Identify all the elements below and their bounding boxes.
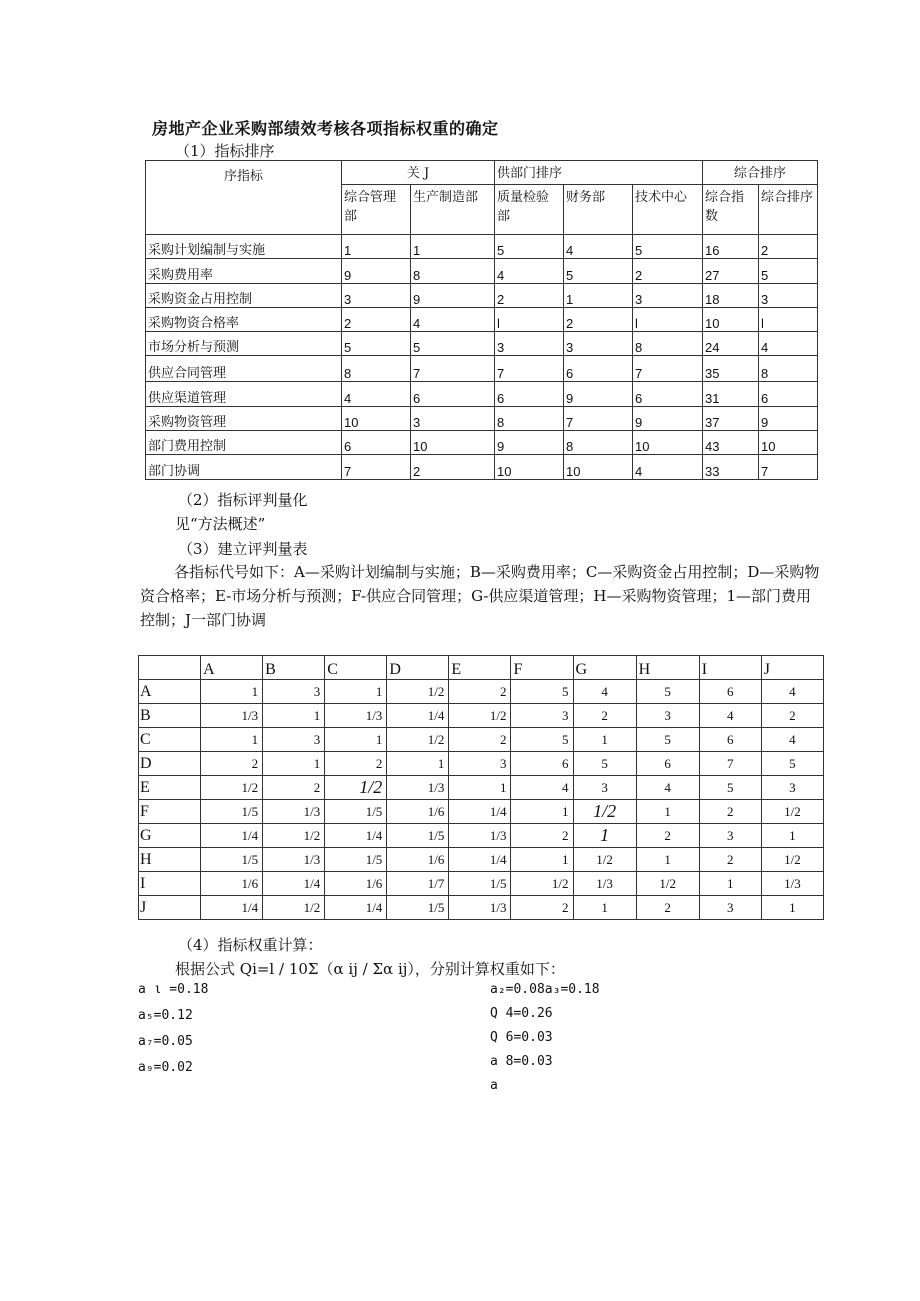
ranking-row	[146, 259, 818, 283]
ranking-cell: 9	[342, 259, 411, 283]
ranking-cell: 1	[564, 283, 633, 307]
matrix-col-header: H	[636, 656, 699, 680]
matrix-cell: 2	[699, 848, 761, 872]
matrix-cell: 5	[573, 752, 636, 776]
ranking-cell: 6	[495, 382, 564, 406]
matrix-cell: 1	[449, 776, 511, 800]
matrix-cell: 4	[636, 776, 699, 800]
ranking-cell: 10	[411, 431, 495, 455]
ranking-row-label: 部门费用控制	[146, 431, 342, 455]
ranking-row-label: 采购物资管理	[146, 406, 342, 430]
matrix-cell: 3	[263, 728, 325, 752]
matrix-cell: 1/4	[449, 848, 511, 872]
ranking-cell: 10	[759, 431, 818, 455]
matrix-col-header: B	[263, 656, 325, 680]
section-4-heading: （4）指标权重计算：	[178, 936, 323, 954]
matrix-cell: 1/2	[387, 680, 449, 704]
matrix-col-header: J	[761, 656, 823, 680]
ranking-cell: 18	[703, 283, 759, 307]
col-header: 财务部	[564, 185, 633, 235]
matrix-cell: 1/2	[573, 800, 636, 824]
matrix-cell: 1	[573, 896, 636, 920]
ranking-cell: 8	[759, 356, 818, 382]
matrix-row-header: B	[139, 704, 201, 728]
ranking-cell: 5	[759, 259, 818, 283]
ranking-cell: 33	[703, 455, 759, 479]
ranking-cell: 6	[411, 382, 495, 406]
ranking-cell: 1	[411, 235, 495, 259]
ranking-cell: 9	[564, 382, 633, 406]
ranking-row-label: 采购计划编制与实施	[146, 235, 342, 259]
matrix-cell: 1/3	[761, 872, 823, 896]
matrix-cell: 5	[761, 752, 823, 776]
matrix-cell: 1	[761, 896, 823, 920]
ranking-cell: 5	[564, 259, 633, 283]
ranking-cell: 37	[703, 406, 759, 430]
matrix-cell: 2	[201, 752, 263, 776]
matrix-cell: 1	[761, 824, 823, 848]
matrix-cell: 1	[387, 752, 449, 776]
matrix-cell: 1/2	[263, 896, 325, 920]
ranking-cell: 7	[633, 356, 703, 382]
section-2-heading: （2）指标评判量化	[178, 491, 308, 509]
ranking-cell: 3	[411, 406, 495, 430]
matrix-cell: 1/5	[201, 848, 263, 872]
matrix-col-header: I	[699, 656, 761, 680]
ranking-cell: 5	[342, 332, 411, 356]
matrix-cell: 6	[699, 728, 761, 752]
matrix-cell: 1/3	[325, 704, 387, 728]
ranking-cell: 7	[342, 455, 411, 479]
ranking-row-label: 市场分析与预测	[146, 332, 342, 356]
ranking-cell: 9	[411, 283, 495, 307]
group-header-1: 关 J	[342, 161, 495, 185]
matrix-cell: 2	[699, 800, 761, 824]
matrix-cell: 1/6	[325, 872, 387, 896]
ranking-cell: 27	[703, 259, 759, 283]
matrix-col-header: A	[201, 656, 263, 680]
ranking-cell: 2	[633, 259, 703, 283]
weight-left-4: a₉=0.02	[138, 1060, 193, 1075]
matrix-cell: 5	[636, 728, 699, 752]
indicator-codes-text: 各指标代号如下：A—采购计划编制与实施；B—采购费用率；C—采购资金占用控制；D—采购物资合格率；E-市场分析与预测；F-供应合同管理；G-供应渠道管理；H—采购物资管理；1—部门费用控制；J一部门协调	[140, 563, 820, 629]
ranking-cell: 2	[564, 307, 633, 331]
matrix-cell: 1/3	[263, 848, 325, 872]
matrix-cell: 1/2	[325, 776, 387, 800]
matrix-cell: 1	[511, 800, 573, 824]
ranking-row	[146, 431, 818, 455]
ranking-cell: 3	[759, 283, 818, 307]
ranking-cell: 8	[342, 356, 411, 382]
matrix-cell: 3	[573, 776, 636, 800]
weight-left-2: a₅=0.12	[138, 1008, 193, 1023]
ranking-cell: 2	[495, 283, 564, 307]
matrix-cell: 1/4	[263, 872, 325, 896]
matrix-cell: 3	[636, 704, 699, 728]
matrix-header-row	[139, 656, 824, 680]
matrix-cell: 1/4	[387, 704, 449, 728]
matrix-cell: 1/5	[201, 800, 263, 824]
group-header-2: 供部门排序	[495, 161, 703, 185]
matrix-row-header: I	[139, 872, 201, 896]
matrix-cell: 1/2	[761, 800, 823, 824]
ranking-row-label: 采购物资合格率	[146, 307, 342, 331]
group-header-3: 综合排序	[703, 161, 818, 185]
matrix-row	[139, 728, 824, 752]
matrix-cell: 3	[699, 824, 761, 848]
matrix-row	[139, 896, 824, 920]
ranking-cell: 7	[495, 356, 564, 382]
matrix-cell: 1/3	[449, 824, 511, 848]
matrix-cell: 2	[449, 728, 511, 752]
matrix-cell: 1	[699, 872, 761, 896]
ranking-row	[146, 235, 818, 259]
ranking-cell: 4	[564, 235, 633, 259]
ranking-cell: 3	[633, 283, 703, 307]
ranking-cell: 7	[564, 406, 633, 430]
matrix-col-header: E	[449, 656, 511, 680]
ranking-row-label: 部门协调	[146, 455, 342, 479]
matrix-cell: 1/4	[449, 800, 511, 824]
ranking-cell: 8	[411, 259, 495, 283]
matrix-cell: 6	[699, 680, 761, 704]
ranking-cell: 43	[703, 431, 759, 455]
matrix-cell: 1/5	[325, 800, 387, 824]
matrix-cell: 1/4	[325, 896, 387, 920]
matrix-cell: 1	[201, 680, 263, 704]
matrix-row	[139, 752, 824, 776]
ranking-cell: 2	[342, 307, 411, 331]
ranking-cell: 4	[633, 455, 703, 479]
matrix-cell: 2	[325, 752, 387, 776]
matrix-corner	[139, 656, 201, 680]
corner-header: 序指标	[146, 161, 342, 235]
matrix-cell: 5	[699, 776, 761, 800]
matrix-row-header: C	[139, 728, 201, 752]
col-header: 质量检验部	[495, 185, 564, 235]
matrix-col-header: D	[387, 656, 449, 680]
matrix-cell: 1	[201, 728, 263, 752]
matrix-cell: 1	[325, 680, 387, 704]
matrix-cell: 1	[511, 848, 573, 872]
ranking-table	[145, 160, 818, 480]
ranking-cell: 2	[411, 455, 495, 479]
matrix-row	[139, 800, 824, 824]
matrix-row-header: D	[139, 752, 201, 776]
ranking-cell: 4	[495, 259, 564, 283]
ranking-cell: 8	[564, 431, 633, 455]
matrix-row	[139, 848, 824, 872]
matrix-cell: 1/3	[201, 704, 263, 728]
ranking-row	[146, 382, 818, 406]
matrix-cell: 1	[573, 728, 636, 752]
ranking-cell: 5	[411, 332, 495, 356]
ranking-cell: 5	[495, 235, 564, 259]
ranking-cell: 6	[633, 382, 703, 406]
matrix-cell: 4	[699, 704, 761, 728]
ranking-cell: 1	[342, 235, 411, 259]
matrix-cell: 1/3	[449, 896, 511, 920]
ranking-cell: 10	[564, 455, 633, 479]
ranking-cell: l	[759, 307, 818, 331]
matrix-cell: 1/4	[201, 824, 263, 848]
matrix-row-header: H	[139, 848, 201, 872]
matrix-cell: 4	[511, 776, 573, 800]
matrix-cell: 2	[636, 896, 699, 920]
weight-formula: 根据公式 Qi=l / 10Σ（α ij / Σα ij），分别计算权重如下：	[175, 960, 565, 978]
matrix-row-header: G	[139, 824, 201, 848]
ranking-cell: 4	[759, 332, 818, 356]
matrix-cell: 1/2	[573, 848, 636, 872]
matrix-cell: 2	[511, 824, 573, 848]
col-header: 生产制造部	[411, 185, 495, 235]
matrix-cell: 1/5	[449, 872, 511, 896]
ranking-cell: 6	[564, 356, 633, 382]
ranking-row	[146, 356, 818, 382]
weight-right-2: Q 4=0.26	[490, 1006, 553, 1021]
ranking-cell: 10	[342, 406, 411, 430]
matrix-cell: 1/2	[387, 728, 449, 752]
matrix-cell: 1	[325, 728, 387, 752]
col-header: 综合排序	[759, 185, 818, 235]
ranking-cell: 6	[759, 382, 818, 406]
ranking-cell: 4	[342, 382, 411, 406]
matrix-cell: 1	[636, 800, 699, 824]
ranking-cell: 3	[564, 332, 633, 356]
ranking-cell: 2	[759, 235, 818, 259]
matrix-cell: 1/2	[263, 824, 325, 848]
ranking-cell: 4	[411, 307, 495, 331]
ranking-row-label: 采购资金占用控制	[146, 283, 342, 307]
matrix-cell: 5	[636, 680, 699, 704]
matrix-cell: 6	[511, 752, 573, 776]
matrix-col-header: C	[325, 656, 387, 680]
ranking-row	[146, 307, 818, 331]
col-header: 综合指数	[703, 185, 759, 235]
matrix-cell: 7	[699, 752, 761, 776]
matrix-cell: 2	[573, 704, 636, 728]
ranking-cell: 8	[633, 332, 703, 356]
ranking-cell: 10	[495, 455, 564, 479]
ranking-cell: 8	[495, 406, 564, 430]
ranking-cell: 6	[342, 431, 411, 455]
ranking-row-label: 采购费用率	[146, 259, 342, 283]
matrix-cell: 1/3	[387, 776, 449, 800]
ranking-cell: l	[633, 307, 703, 331]
section-1-heading: （1）指标排序	[175, 142, 275, 160]
matrix-row	[139, 824, 824, 848]
matrix-cell: 4	[573, 680, 636, 704]
weight-right-4: a 8=0.03	[490, 1054, 553, 1069]
ranking-cell: l	[495, 307, 564, 331]
matrix-row	[139, 776, 824, 800]
judgment-matrix	[138, 655, 824, 920]
matrix-col-header: F	[511, 656, 573, 680]
matrix-cell: 1/6	[387, 848, 449, 872]
ranking-cell: 5	[633, 235, 703, 259]
weight-left-3: a₇=0.05	[138, 1034, 193, 1049]
ranking-cell: 7	[759, 455, 818, 479]
ranking-cell: 10	[703, 307, 759, 331]
matrix-cell: 1/4	[201, 896, 263, 920]
matrix-row	[139, 872, 824, 896]
matrix-cell: 1	[263, 704, 325, 728]
matrix-cell: 1/5	[325, 848, 387, 872]
ranking-cell: 35	[703, 356, 759, 382]
matrix-cell: 3	[761, 776, 823, 800]
section-2-note: 见“方法概述”	[175, 515, 266, 533]
matrix-cell: 1/6	[201, 872, 263, 896]
matrix-cell: 4	[761, 728, 823, 752]
matrix-row-header: J	[139, 896, 201, 920]
matrix-cell: 5	[511, 728, 573, 752]
ranking-cell: 9	[633, 406, 703, 430]
ranking-row-label: 供应渠道管理	[146, 382, 342, 406]
ranking-row	[146, 332, 818, 356]
section-3-heading: （3）建立评判量表	[178, 540, 308, 558]
matrix-cell: 1/2	[201, 776, 263, 800]
matrix-row-header: A	[139, 680, 201, 704]
matrix-cell: 1/3	[573, 872, 636, 896]
matrix-cell: 1	[573, 824, 636, 848]
matrix-row	[139, 680, 824, 704]
ranking-cell: 24	[703, 332, 759, 356]
page-title: 房地产企业采购部绩效考核各项指标权重的确定	[152, 119, 499, 138]
ranking-cell: 9	[495, 431, 564, 455]
matrix-cell: 1/2	[761, 848, 823, 872]
ranking-row	[146, 455, 818, 479]
matrix-cell: 2	[263, 776, 325, 800]
matrix-cell: 1	[636, 848, 699, 872]
weight-left-1: a ι =0.18	[138, 982, 209, 997]
matrix-cell: 1/2	[636, 872, 699, 896]
matrix-cell: 1/5	[387, 824, 449, 848]
matrix-cell: 2	[449, 680, 511, 704]
weight-right-1: a₂=0.08a₃=0.18	[490, 982, 600, 997]
matrix-cell: 2	[761, 704, 823, 728]
matrix-cell: 1	[263, 752, 325, 776]
ranking-cell: 9	[759, 406, 818, 430]
matrix-cell: 6	[636, 752, 699, 776]
matrix-cell: 3	[511, 704, 573, 728]
matrix-row	[139, 704, 824, 728]
matrix-cell: 4	[761, 680, 823, 704]
matrix-cell: 5	[511, 680, 573, 704]
matrix-cell: 3	[699, 896, 761, 920]
matrix-col-header: G	[573, 656, 636, 680]
ranking-row	[146, 406, 818, 430]
ranking-row	[146, 283, 818, 307]
matrix-cell: 1/4	[325, 824, 387, 848]
matrix-cell: 1/2	[511, 872, 573, 896]
matrix-cell: 3	[263, 680, 325, 704]
weight-right-3: Q 6=0.03	[490, 1030, 553, 1045]
matrix-cell: 1/5	[387, 896, 449, 920]
matrix-cell: 3	[449, 752, 511, 776]
matrix-cell: 1/6	[387, 800, 449, 824]
matrix-cell: 1/7	[387, 872, 449, 896]
col-header: 综合管理部	[342, 185, 411, 235]
ranking-cell: 7	[411, 356, 495, 382]
ranking-cell: 31	[703, 382, 759, 406]
matrix-cell: 1/2	[449, 704, 511, 728]
weight-right-5: a	[490, 1078, 498, 1093]
matrix-cell: 2	[636, 824, 699, 848]
ranking-cell: 3	[342, 283, 411, 307]
ranking-cell: 10	[633, 431, 703, 455]
matrix-row-header: F	[139, 800, 201, 824]
matrix-row-header: E	[139, 776, 201, 800]
matrix-cell: 1/3	[263, 800, 325, 824]
col-header: 技术中心	[633, 185, 703, 235]
ranking-cell: 16	[703, 235, 759, 259]
ranking-row-label: 供应合同管理	[146, 356, 342, 382]
matrix-cell: 2	[511, 896, 573, 920]
ranking-cell: 3	[495, 332, 564, 356]
